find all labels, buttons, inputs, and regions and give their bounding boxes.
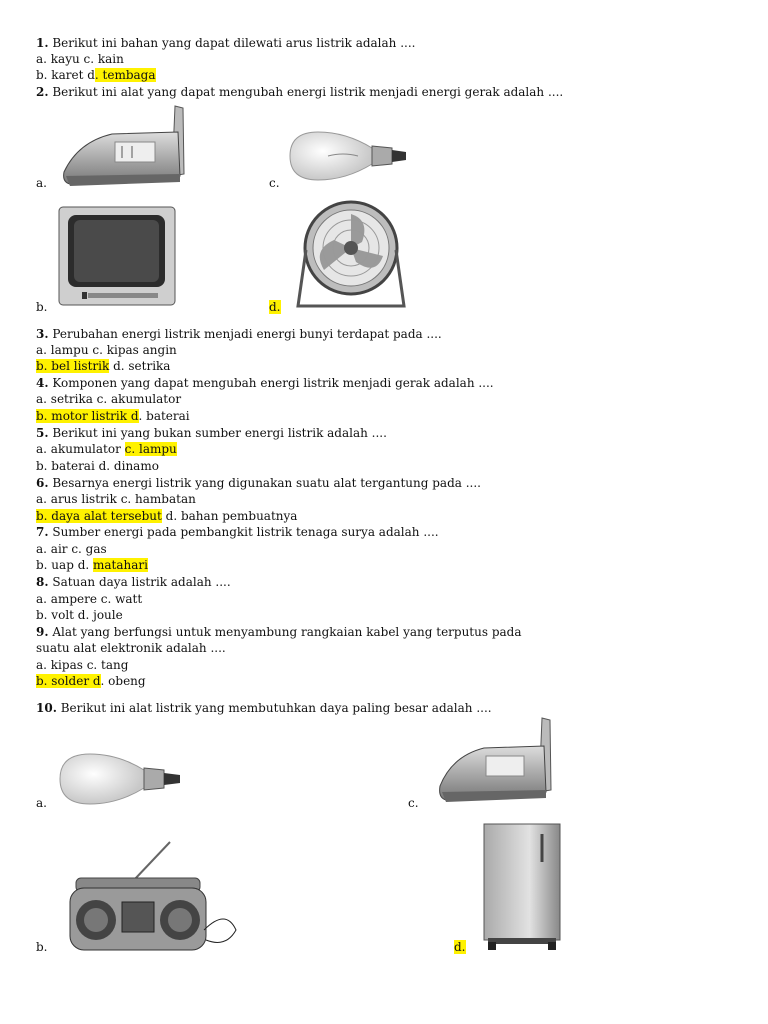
q9-text-cont: suatu alat elektronik adalah .... xyxy=(36,641,226,655)
q5-text: 5. Berikut ini yang bukan sumber energi listrik adalah .... xyxy=(36,426,387,440)
bulb-image xyxy=(288,128,412,184)
q6-option-a: a. arus listrik c. hambatan xyxy=(36,492,196,506)
radio-image xyxy=(66,840,240,952)
q9-option-a: a. kipas c. tang xyxy=(36,658,129,672)
q10-label-a: a. xyxy=(36,796,47,810)
q2-text: 2. Berikut ini alat yang dapat mengubah energi listrik menjadi energi gerak adalah .... xyxy=(36,85,564,99)
q2-label-c: c. xyxy=(269,176,280,190)
iron-image xyxy=(436,716,556,804)
q1-option-a: a. kayu c. kain xyxy=(36,52,124,66)
iron-image xyxy=(60,102,190,188)
refrigerator-image xyxy=(478,822,564,952)
q10-text: 10. Berikut ini alat listrik yang membutuhkan daya paling besar adalah .... xyxy=(36,701,492,715)
q6-text: 6. Besarnya energi listrik yang digunakan suatu alat tergantung pada .... xyxy=(36,476,481,490)
q3-option-a: a. lampu c. kipas angin xyxy=(36,343,177,357)
q10-label-c: c. xyxy=(408,796,419,810)
q4-option-b: b. motor listrik d. baterai xyxy=(36,409,190,423)
q2-label-b: b. xyxy=(36,300,48,314)
q7-text: 7. Sumber energi pada pembangkit listrik tenaga surya adalah .... xyxy=(36,525,439,539)
q8-option-a: a. ampere c. watt xyxy=(36,592,143,606)
q4-text: 4. Komponen yang dapat mengubah energi listrik menjadi gerak adalah .... xyxy=(36,376,494,390)
q7-option-a: a. air c. gas xyxy=(36,542,107,556)
q5-option-b: b. baterai d. dinamo xyxy=(36,459,159,473)
q8-option-b: b. volt d. joule xyxy=(36,608,123,622)
q2-label-d: d. xyxy=(269,300,281,314)
bulb-image xyxy=(58,750,184,808)
q9-option-b: b. solder d. obeng xyxy=(36,674,146,688)
q10-label-b: b. xyxy=(36,940,48,954)
q2-label-a: a. xyxy=(36,176,47,190)
q4-option-a: a. setrika c. akumulator xyxy=(36,392,182,406)
fan-image xyxy=(292,198,410,310)
q5-option-a: a. akumulator c. lampu xyxy=(36,442,177,456)
q6-option-b: b. daya alat tersebut d. bahan pembuatnya xyxy=(36,509,298,523)
q3-text: 3. Perubahan energi listrik menjadi energi bunyi terdapat pada .... xyxy=(36,327,442,341)
q9-text: 9. Alat yang berfungsi untuk menyambung rangkaian kabel yang terputus pada xyxy=(36,625,522,639)
q8-text: 8. Satuan daya listrik adalah .... xyxy=(36,575,231,589)
q1-text: 1. Berikut ini bahan yang dapat dilewati arus listrik adalah .... xyxy=(36,36,416,50)
q10-label-d: d. xyxy=(454,940,466,954)
q1-option-b: b. karet d. tembaga xyxy=(36,68,156,82)
tv-image xyxy=(58,206,176,306)
q3-option-b: b. bel listrik d. setrika xyxy=(36,359,171,373)
q7-option-b: b. uap d. matahari xyxy=(36,558,148,572)
